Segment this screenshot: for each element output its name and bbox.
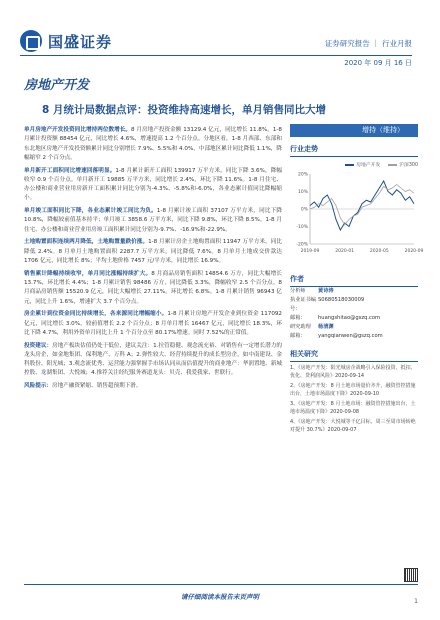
legend-label: 沪深300 — [399, 163, 418, 168]
qr-code-icon — [404, 568, 418, 582]
author-value: 黄诗涛 — [318, 288, 334, 294]
paragraph-lead: 单月竣工面积同比下降，各业态累计竣工同比为负。 — [24, 208, 157, 215]
paragraph-body: 1-8 月累计竣工面积 37107 万平方米，同比下降 10.8%，降幅较前值基本持平；单月竣工 3858.6 万平方米，同比下降 9.8%，环比下降 8.5%。1-8 月住宅、办公楼和商业营业用房竣工面积累计同比分别为-9.7%、-16.9%和-22.9%。 — [24, 208, 282, 233]
paragraph-body: 房地产板块估值仍处于低位，建议关注：1.拉管稳健、观念流充裕、对销售有一定增长潜力的龙头房企，如金地集团、保利地产、万科 A；2.弹性较大、经营持续提升的成长型房企，如中南建设、金科股份、阳光城；3.观念流优秀、运营能力强掌握手市场认同从而估值提升的商业地产：华润置地、新城控股、龙湖集团、大悦城；4.推荐关注经纪服务赛道龙头：贝壳、我爱我家、世联行。 — [24, 342, 282, 377]
paragraph-lead: 销售累计降幅持续收窄，单月同比涨幅持续扩大。 — [24, 270, 152, 277]
paragraph — [24, 382, 282, 391]
x-tick-label: 2020-05 — [369, 249, 389, 254]
author-label: 执业证书编号： — [290, 297, 316, 312]
rating-badge: 增持（维持） — [290, 124, 418, 137]
industry-name: 房地产开发 — [24, 78, 90, 93]
paragraph — [24, 310, 282, 338]
y-tick-label: 10% — [297, 190, 308, 195]
series-line-industry — [310, 181, 414, 230]
related-research — [290, 349, 418, 434]
y-tick-label: 0% — [300, 207, 308, 213]
paragraph-body: 1-8 月累计新开工面积 139917 万平方米，同比下降 3.6%，降幅收窄 0.9 个百分点。单月新开工 19885 万平方米，同比增长 2.4%，环比下降 11.6%。1-8 月住宅、办公楼和商业营业用房新开工面积累计同比分别为-4.3%、-5.8%和-6.0%，各业态累计值同比降幅缩小。 — [24, 167, 282, 202]
paragraph — [24, 270, 282, 307]
report-title: 8 月统计局数据点评：投资维持高速增长，单月销售同比大增 — [42, 104, 326, 116]
legend-swatch — [345, 164, 354, 166]
author-row — [290, 323, 418, 332]
legend-item — [388, 161, 418, 168]
paragraph — [24, 167, 282, 204]
author-email[interactable]: yangqianwen@gszq.com — [318, 333, 383, 339]
paragraph-lead: 土地购置面积连续两月降低，土地购置量跌价涨。 — [24, 239, 149, 246]
author-row — [290, 332, 418, 341]
paragraph — [24, 207, 282, 235]
chart-heading: 行业走势 — [290, 144, 418, 157]
author-row — [290, 296, 418, 314]
paragraph-body: 1-8 月累计房企土地购置面积 11947 万平方米，同比降低 2.4%。8 月单月土地购置面积 2287.7 万平方米，同比降低 7.6%。8 月单月土地成交价款达 1706 亿元，同比增长 8%；平均土地价格 7457 元/平方米，同比增长 16.9%。 — [24, 239, 282, 265]
legend-label: 房地产开发 — [356, 163, 381, 168]
y-tick-label: 20% — [297, 172, 308, 178]
chart-legend — [290, 161, 418, 168]
related-heading: 相关研究 — [290, 349, 418, 362]
report-date: 2020 年 09 月 16 日 — [344, 59, 412, 67]
header-divider — [20, 55, 412, 56]
author-value: 杨清渊 — [318, 324, 334, 330]
paragraph-body: 8 月商品房销售面积 14854.6 万方，同比大幅增长 13.7%，环比增长 4.4%；1-8 月累计销售 98486 万方，同比降低 3.3%，降幅收窄 2.5 个百分点。8 月商品房销售额 15520.9 亿元，同比大幅增长 27.11%，环比增长 6.8%。1-8 月累计销售 96943 亿元，同比上升 1.6%，增速扩大 3.7 个百分点。 — [24, 270, 282, 305]
footer-disclaimer: 请仔细阅读本报告末页声明 — [181, 593, 259, 601]
report-type: 证券研究报告 ｜ 行业月报 — [324, 39, 412, 48]
author-label: 研究助理 — [290, 324, 311, 330]
footer-divider — [24, 584, 418, 585]
y-tick-label: -20% — [296, 242, 308, 248]
x-tick-label: 2020-01 — [335, 249, 355, 254]
paragraph — [24, 238, 282, 266]
paragraph-lead: 投资建议： — [24, 342, 53, 349]
paragraph-body: 1-8 月累计房地产开发企业到位资金 117092 亿元，同比增长 3.0%，较前值增长 2.2 个百分点；8 月单月增长 16467 亿元，同比增长 18.3%，环比下降 4.7%，利用外资单月同比上升 1 个百分点至 80.17%增速。同时 7.52%的正常值。 — [24, 311, 282, 336]
author-section — [290, 274, 418, 341]
related-link[interactable]: 2、《房地产开发：8 月土地市场量价齐升，融资管控措施出台，土地市场温度下降》2020-09-10 — [290, 383, 416, 397]
paragraph — [24, 342, 282, 379]
paragraph-body: 8 月房地产投资金额 13129.4 亿元，同比增长 11.8%。1-8 月累计投资额 88454 亿元，同比增长 4.6%，增速提高 1.2 个百分点。分地区看，1-8 月西部、东部和东北地区房地产开发投资额累计同比分别增长 7.9%、5.5%和 4.0%，中部地区累计同比降低 1.1%，降幅缩窄 2 个百分点。 — [24, 127, 282, 161]
report-body — [24, 126, 282, 391]
author-email[interactable]: huangshitao@gszq.com — [318, 315, 381, 321]
legend-item — [345, 161, 380, 168]
related-link[interactable]: 1、《房地产开发：阳光城房企战略引入保险投资、抵扣、优化、贷利润风险》2020-09-14 — [290, 365, 416, 379]
paragraph-lead: 风险提示： — [24, 383, 52, 390]
author-row — [290, 314, 418, 323]
related-link[interactable]: 4、《房地产开发：大悦城等千亿目标，周三至周市场转绝对提升 30.7%》2020-09-07 — [290, 419, 416, 433]
report-header — [0, 0, 440, 68]
page-number: 1 — [414, 598, 418, 605]
author-label: 邮箱： — [290, 333, 306, 339]
paragraph-lead: 房企累计到位资金同比持续增长，各来源同比增幅缩小。 — [24, 311, 168, 318]
legend-swatch — [388, 164, 397, 166]
y-tick-label: -10% — [296, 225, 308, 230]
company-logo — [20, 30, 112, 52]
company-name: 国盛证券 — [48, 32, 113, 51]
sidebar — [290, 144, 424, 434]
paragraph-lead: 单月新开工面积同比增速回落明显。 — [24, 167, 116, 174]
industry-trend-chart — [290, 170, 424, 258]
author-label: 邮箱： — [290, 315, 306, 321]
x-tick-label: 2019-09 — [300, 249, 320, 254]
related-link[interactable]: 3、《房地产开发：8 月土地市场：融资管控措施出台，土地市场温度下降》2020-09-08 — [290, 401, 416, 415]
paragraph-body: 房地产融资紧缩、销售超预期下滑。 — [51, 383, 142, 390]
paragraph — [24, 126, 282, 163]
x-tick-label: 2020-09 — [404, 249, 424, 254]
logo-icon — [20, 30, 42, 52]
author-heading: 作者 — [290, 274, 418, 287]
author-label: 分析师 — [290, 288, 306, 294]
paragraph-lead: 单月房地产开发投资同比增持两位数增长。 — [24, 127, 131, 133]
author-value: S0680518030009 — [318, 297, 365, 303]
author-row — [290, 287, 418, 296]
